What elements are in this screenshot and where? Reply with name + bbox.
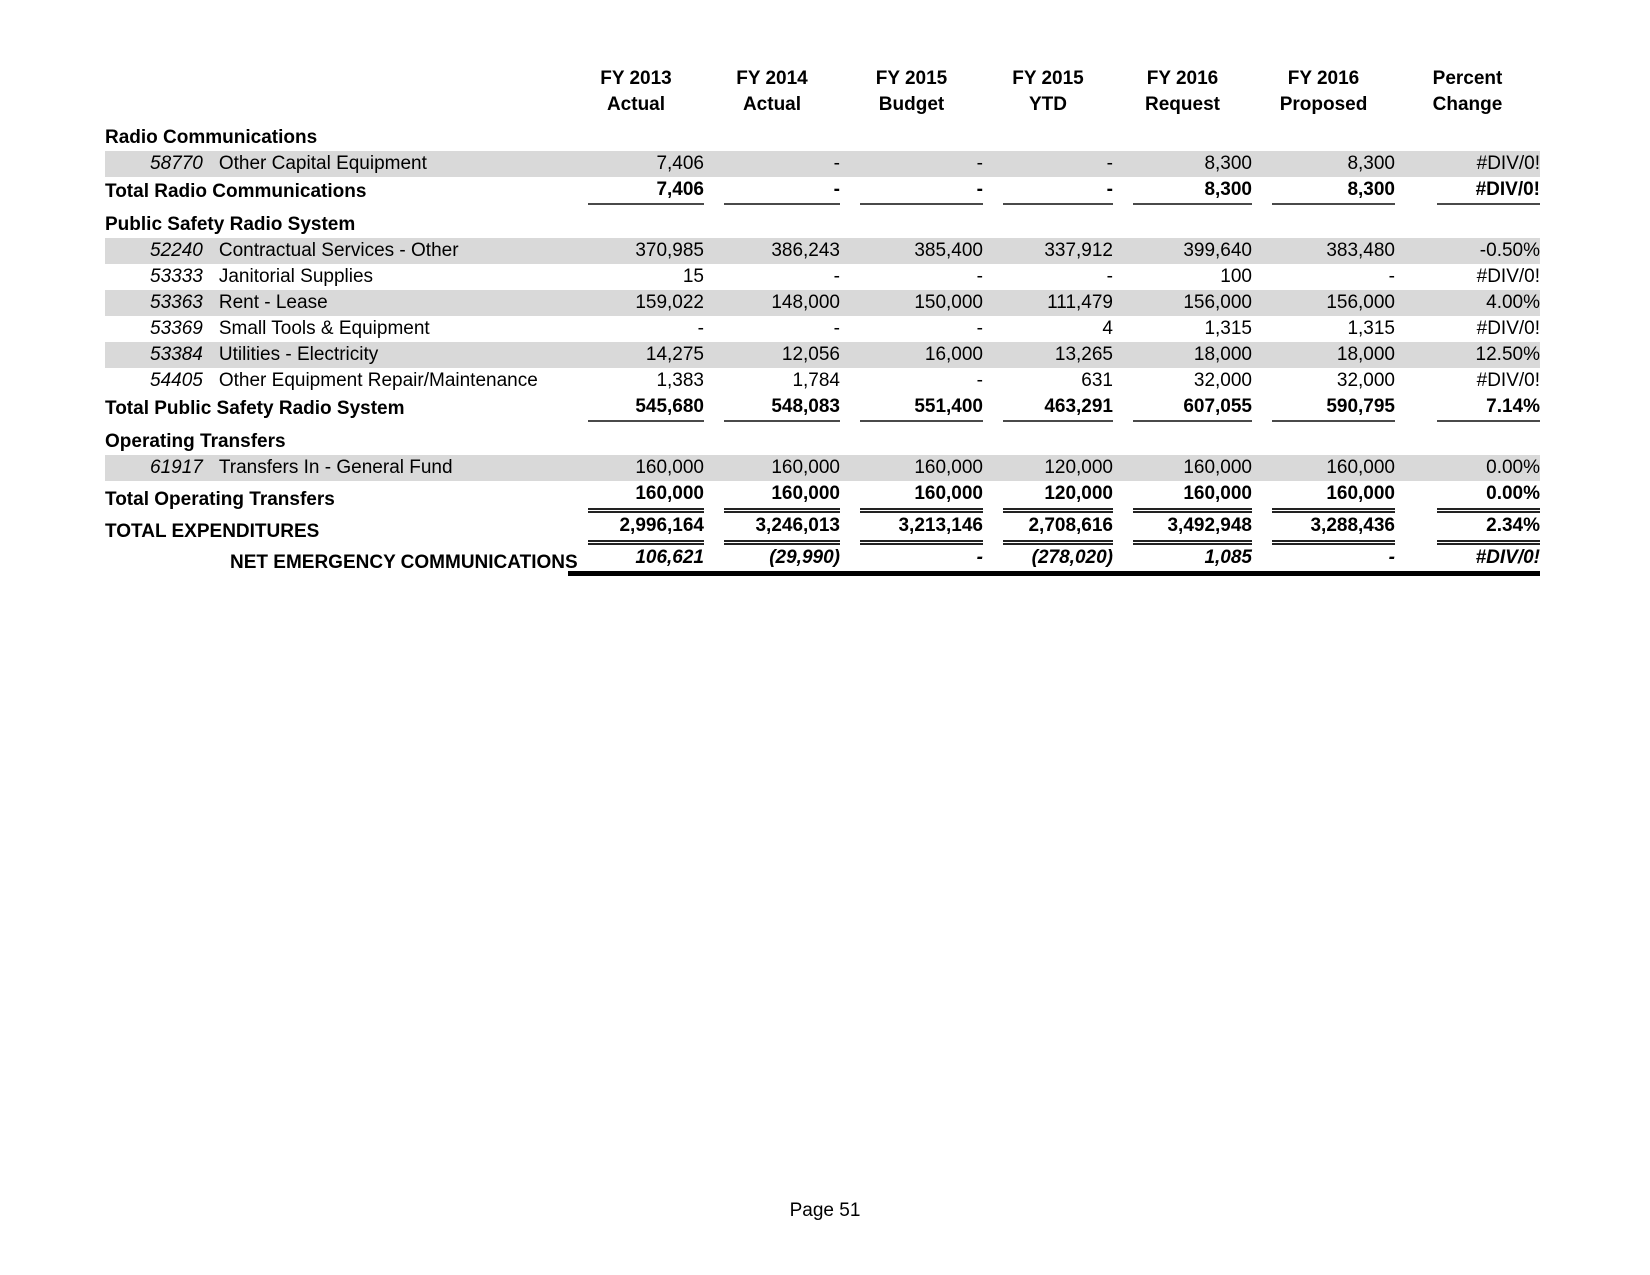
account-name: Small Tools & Equipment [218, 318, 430, 339]
total-row-radio-communications [105, 177, 1540, 205]
value-cell: 545,680 [568, 394, 704, 422]
value-cell: 370,985 [568, 238, 704, 264]
value-cell: 18,000 [1113, 342, 1252, 368]
value-cell: 548,083 [704, 394, 840, 422]
value-cell: 337,912 [983, 238, 1113, 264]
value-cell: 4 [1102, 318, 1113, 339]
value-cell: 8,300 [1252, 151, 1395, 177]
value-cell: 160,000 [1113, 455, 1252, 481]
col-header-fy2014-actual: FY 2014 Actual [736, 68, 808, 115]
value-cell: 631 [1081, 370, 1113, 391]
value-cell: 120,000 [983, 481, 1113, 513]
value-cell: - [704, 177, 840, 205]
detail-row-61917 [105, 455, 1540, 481]
value-cell: 607,055 [1113, 394, 1252, 422]
account-code: 53333 [150, 266, 203, 287]
total-label: Total Radio Communications [105, 181, 367, 202]
value-cell: - [833, 266, 840, 287]
col-header-fy2016-proposed: FY 2016 Proposed [1279, 68, 1368, 115]
account-name: Utilities - Electricity [218, 344, 379, 365]
total-row-public-safety-radio-system [105, 394, 1540, 422]
value-cell: 160,000 [704, 455, 840, 481]
value-cell: -0.50% [1395, 238, 1540, 264]
spacer-row [105, 205, 1540, 212]
value-cell: 3,213,146 [840, 513, 983, 545]
value-cell: 160,000 [1252, 481, 1395, 513]
value-cell: 160,000 [840, 455, 983, 481]
value-cell: 32,000 [1336, 370, 1395, 391]
value-cell: - [704, 151, 840, 177]
value-cell: 100 [1220, 266, 1252, 287]
detail-row-52240 [105, 238, 1540, 264]
section-label: Operating Transfers [105, 431, 286, 452]
detail-row-53333 [105, 264, 1540, 290]
value-cell: - [1252, 545, 1395, 576]
value-cell: (278,020) [983, 545, 1113, 576]
value-cell: 7.14% [1395, 394, 1540, 422]
value-cell: - [840, 151, 983, 177]
total-label: Total Public Safety Radio System [105, 398, 405, 419]
budget-table [105, 66, 1540, 576]
value-cell: - [976, 266, 983, 287]
account-code: 53369 [150, 318, 203, 339]
value-cell: 120,000 [983, 455, 1113, 481]
value-cell: - [697, 318, 704, 339]
col-header-fy2015-budget: FY 2015 Budget [875, 68, 948, 115]
value-cell: 7,406 [568, 151, 704, 177]
value-cell: 18,000 [1252, 342, 1395, 368]
grand-total-label: TOTAL EXPENDITURES [105, 521, 320, 542]
col-header-percent-change: Percent Change [1432, 68, 1503, 115]
value-cell: 399,640 [1113, 238, 1252, 264]
header-row [105, 66, 1540, 125]
value-cell: 106,621 [568, 545, 704, 576]
detail-row-53384 [105, 342, 1540, 368]
value-cell: 1,315 [1204, 318, 1252, 339]
value-cell: - [1388, 266, 1395, 287]
value-cell: 1,085 [1113, 545, 1252, 576]
detail-row-58770 [105, 151, 1540, 177]
value-cell: - [840, 545, 983, 576]
value-cell: #DIV/0! [1476, 318, 1540, 339]
header-spacer [105, 66, 568, 125]
row-label [105, 264, 568, 290]
row-label [105, 455, 568, 481]
section-label: Public Safety Radio System [105, 214, 356, 235]
value-cell: 8,300 [1113, 151, 1252, 177]
value-cell: 0.00% [1395, 481, 1540, 513]
account-name: Janitorial Supplies [218, 266, 374, 287]
value-cell: 2,996,164 [568, 513, 704, 545]
value-cell: 3,288,436 [1252, 513, 1395, 545]
value-cell: #DIV/0! [1476, 370, 1540, 391]
section-row-public-safety-radio-system [105, 212, 1540, 238]
value-cell: - [976, 318, 983, 339]
account-code: 58770 [150, 153, 203, 174]
row-label [105, 342, 568, 368]
value-cell: 3,492,948 [1113, 513, 1252, 545]
row-label [105, 151, 568, 177]
value-cell: - [976, 370, 983, 391]
value-cell: #DIV/0! [1395, 177, 1540, 205]
value-cell: (29,990) [704, 545, 840, 576]
total-row-total-expenditures [105, 513, 1540, 545]
section-row-operating-transfers [105, 429, 1540, 455]
value-cell: 160,000 [704, 481, 840, 513]
account-name: Contractual Services - Other [218, 240, 459, 261]
value-cell: 159,022 [568, 290, 704, 316]
value-cell: 156,000 [1252, 290, 1395, 316]
account-name: Rent - Lease [218, 292, 328, 313]
value-cell: - [983, 177, 1113, 205]
net-label: NET EMERGENCY COMMUNICATIONS [230, 552, 578, 573]
value-cell: 1,315 [1347, 318, 1395, 339]
value-cell: - [840, 177, 983, 205]
value-cell: 150,000 [840, 290, 983, 316]
col-header-fy2016-request: FY 2016 Request [1145, 68, 1220, 115]
net-row-emergency-communications [105, 545, 1540, 576]
value-cell: 160,000 [1252, 455, 1395, 481]
value-cell: 32,000 [1193, 370, 1252, 391]
value-cell: 385,400 [840, 238, 983, 264]
value-cell: 160,000 [568, 481, 704, 513]
col-header-fy2015-ytd: FY 2015 YTD [1012, 68, 1084, 115]
value-cell: 16,000 [840, 342, 983, 368]
value-cell: 14,275 [568, 342, 704, 368]
value-cell: 160,000 [568, 455, 704, 481]
row-label [105, 316, 568, 342]
value-cell: 4.00% [1395, 290, 1540, 316]
value-cell: 2,708,616 [983, 513, 1113, 545]
row-label [105, 368, 568, 394]
account-code: 53363 [150, 292, 203, 313]
value-cell: 160,000 [1113, 481, 1252, 513]
value-cell: 8,300 [1113, 177, 1252, 205]
value-cell: 12.50% [1395, 342, 1540, 368]
row-label [105, 290, 568, 316]
value-cell: 156,000 [1113, 290, 1252, 316]
detail-row-54405 [105, 368, 1540, 394]
value-cell: #DIV/0! [1476, 266, 1540, 287]
value-cell: - [833, 318, 840, 339]
page-footer: Page 51 [789, 1200, 861, 1221]
section-label: Radio Communications [105, 127, 318, 148]
detail-row-53363 [105, 290, 1540, 316]
value-cell: 15 [682, 266, 704, 287]
total-row-operating-transfers [105, 481, 1540, 513]
value-cell: 551,400 [840, 394, 983, 422]
value-cell: - [1106, 266, 1113, 287]
account-code: 54405 [150, 370, 203, 391]
row-label [105, 238, 568, 264]
section-row-radio-communications [105, 125, 1540, 151]
value-cell: 0.00% [1395, 455, 1540, 481]
value-cell: 111,479 [983, 290, 1113, 316]
value-cell: 8,300 [1252, 177, 1395, 205]
account-name: Other Equipment Repair/Maintenance [218, 370, 538, 391]
value-cell: 386,243 [704, 238, 840, 264]
detail-row-53369 [105, 316, 1540, 342]
value-cell: 463,291 [983, 394, 1113, 422]
account-code: 52240 [150, 240, 203, 261]
spacer-row [105, 422, 1540, 429]
value-cell: #DIV/0! [1395, 545, 1540, 576]
value-cell: #DIV/0! [1395, 151, 1540, 177]
value-cell: 383,480 [1252, 238, 1395, 264]
value-cell: - [983, 151, 1113, 177]
value-cell: 590,795 [1252, 394, 1395, 422]
total-label: Total Operating Transfers [105, 489, 335, 510]
account-code: 61917 [150, 457, 203, 478]
value-cell: 2.34% [1395, 513, 1540, 545]
col-header-fy2013-actual: FY 2013 Actual [600, 68, 672, 115]
value-cell: 12,056 [704, 342, 840, 368]
value-cell: 13,265 [983, 342, 1113, 368]
value-cell: 148,000 [704, 290, 840, 316]
value-cell: 3,246,013 [704, 513, 840, 545]
account-name: Other Capital Equipment [218, 153, 427, 174]
account-name: Transfers In - General Fund [218, 457, 453, 478]
value-cell: 1,383 [656, 370, 704, 391]
account-code: 53384 [150, 344, 203, 365]
value-cell: 160,000 [840, 481, 983, 513]
value-cell: 1,784 [792, 370, 840, 391]
value-cell: 7,406 [568, 177, 704, 205]
